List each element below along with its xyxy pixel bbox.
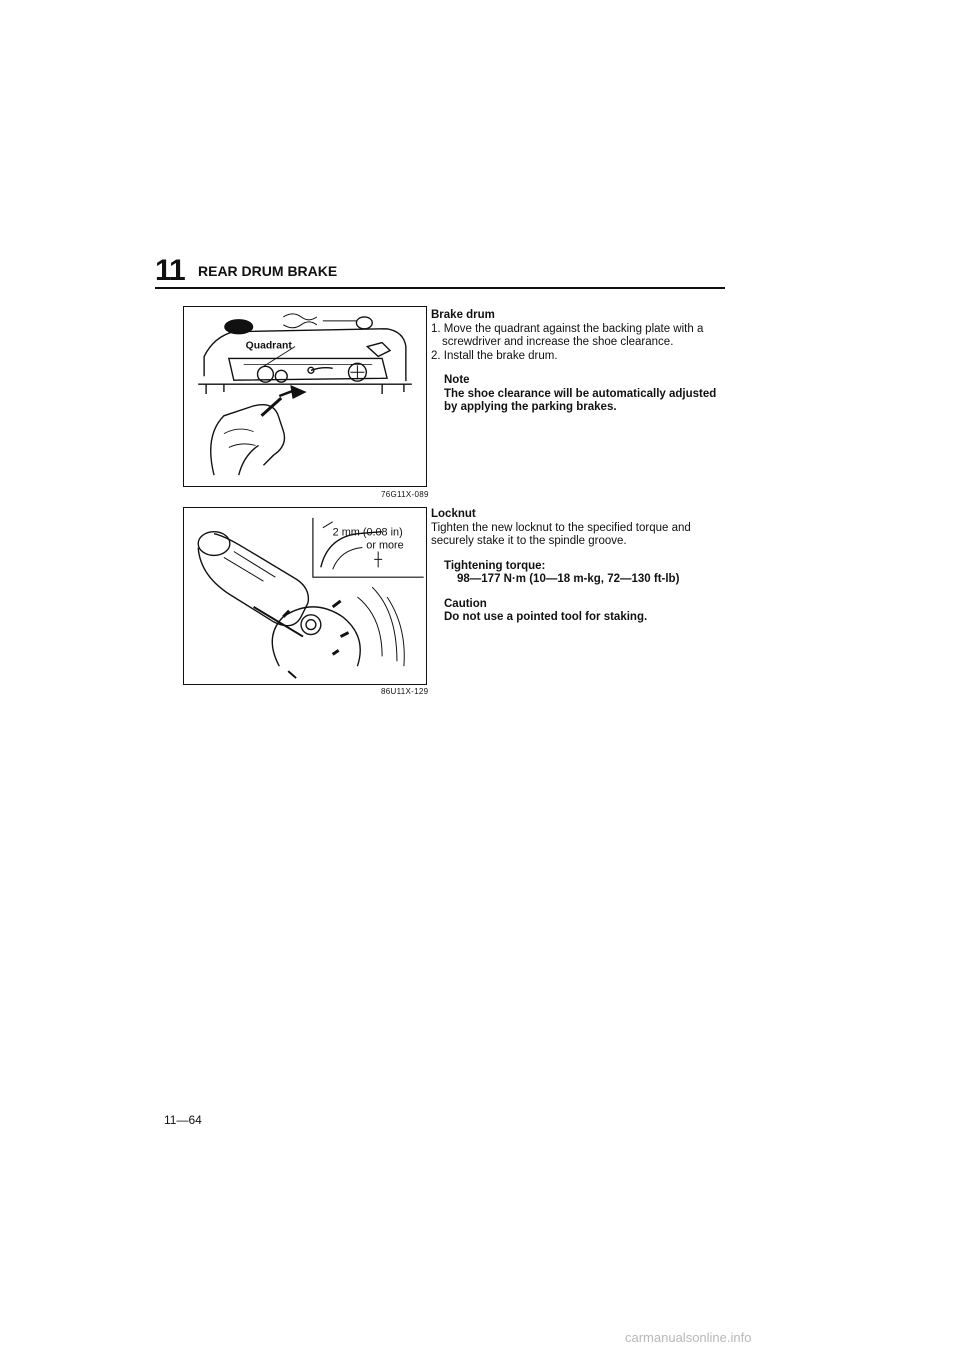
figure-quadrant-illustration <box>183 306 427 487</box>
page-number: 11—64 <box>164 1113 202 1127</box>
brake-drum-step-2: 2. Install the brake drum. <box>431 349 558 362</box>
note-heading: Note <box>444 374 470 386</box>
caution-text: Do not use a pointed tool for staking. <box>444 611 648 623</box>
section-header <box>155 254 725 288</box>
locknut-heading: Locknut <box>431 508 476 520</box>
locknut-section <box>431 508 731 625</box>
quadrant-label: Quadrant <box>245 340 292 352</box>
note-text: The shoe clearance will be automatically adjusted by applying the parking brakes. <box>444 387 717 413</box>
figure1-code: 76G11X-089 <box>381 490 429 499</box>
section-title: REAR DRUM BRAKE <box>198 263 338 279</box>
figure-locknut-illustration <box>183 507 427 685</box>
brake-drum-heading: Brake drum <box>431 309 495 321</box>
torque-value: 98—177 N·m (10—18 m-kg, 72—130 ft-lb) <box>457 573 680 585</box>
brake-drum-step-1: 1. Move the quadrant against the backing plate with a screwdriver and increase the shoe clearance. <box>431 322 704 348</box>
section-number: 11 <box>155 254 185 287</box>
watermark: carmanualsonline.info <box>625 1330 752 1345</box>
callout-or-more: or more <box>366 539 404 552</box>
figure2-code: 86U11X-129 <box>381 687 429 696</box>
brake-assembly-drawing <box>184 307 426 486</box>
callout-clearance: 2 mm (0.08 in) <box>332 526 403 539</box>
header-rule <box>155 287 725 289</box>
locknut-staking-drawing <box>184 508 426 684</box>
brake-drum-section <box>431 309 731 415</box>
caution-heading: Caution <box>444 597 487 610</box>
locknut-body: Tighten the new locknut to the specified torque and securely stake it to the spindle groove. <box>431 521 691 547</box>
torque-heading: Tightening torque: <box>444 559 546 572</box>
